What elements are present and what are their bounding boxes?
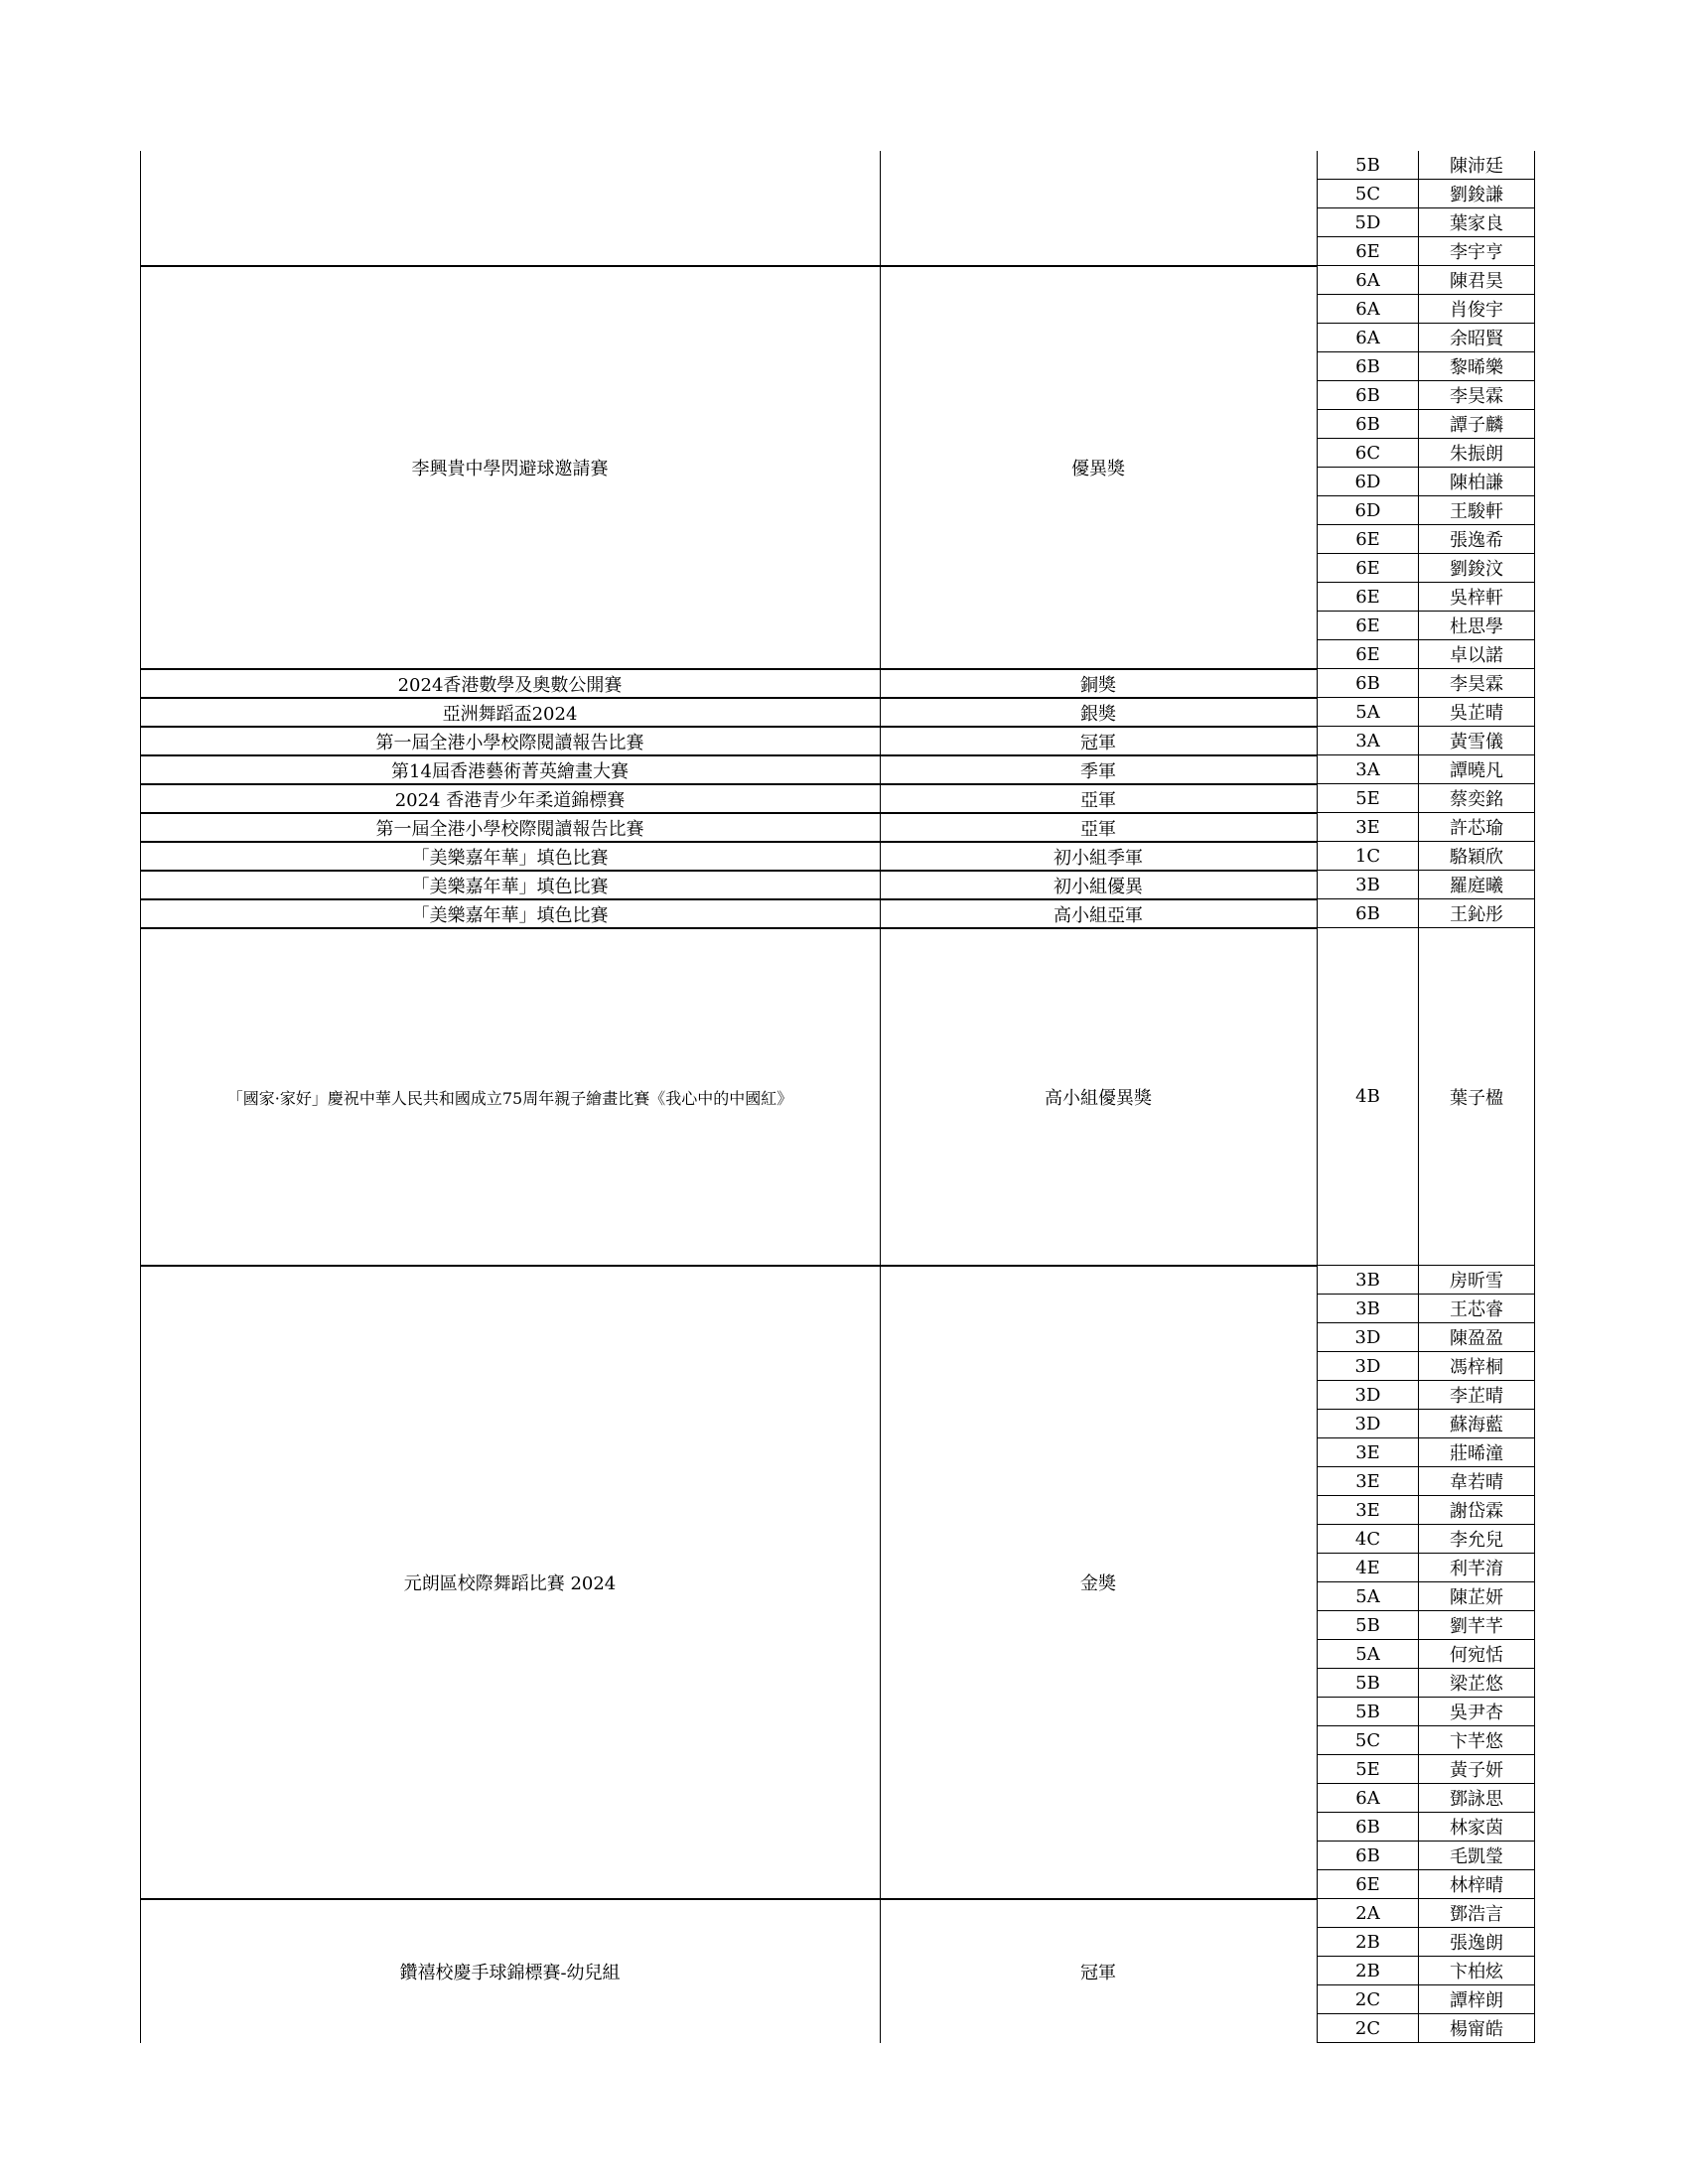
student-class: 6B: [1317, 1813, 1419, 1842]
student-class: 6E: [1317, 612, 1419, 640]
student-name: 李允兒: [1419, 1525, 1535, 1554]
award-name: 金獎: [1080, 1573, 1116, 1594]
award-name: 高小組優異獎: [1045, 1088, 1152, 1109]
student-class: 3B: [1317, 1295, 1419, 1323]
student-class: 5A: [1317, 1640, 1419, 1669]
student-name: 陳沛廷: [1419, 151, 1535, 180]
award-name: 亞軍: [1080, 818, 1116, 840]
student-class: 6A: [1317, 1784, 1419, 1813]
student-name: 卞芊悠: [1419, 1726, 1535, 1755]
student-class: 5B: [1317, 1669, 1419, 1698]
student-class: 6C: [1317, 439, 1419, 468]
student-class: 5C: [1317, 1726, 1419, 1755]
student-name: 張逸希: [1419, 525, 1535, 554]
student-class: 5B: [1317, 1698, 1419, 1726]
student-name: 林家茵: [1419, 1813, 1535, 1842]
student-name: 黃子妍: [1419, 1755, 1535, 1784]
student-name: 李芷晴: [1419, 1381, 1535, 1410]
student-name: 余昭賢: [1419, 324, 1535, 352]
student-name: 卓以諾: [1419, 640, 1535, 669]
student-class: 2A: [1317, 1899, 1419, 1928]
student-class: 5A: [1317, 698, 1419, 727]
competition-name: [140, 151, 880, 266]
student-class: 2B: [1317, 1957, 1419, 1985]
student-name: 韋若晴: [1419, 1467, 1535, 1496]
competition-name: 2024 香港青少年柔道錦標賽: [394, 789, 626, 811]
competition-name: 「美樂嘉年華」填色比賽: [411, 876, 609, 897]
student-class: 4B: [1317, 928, 1419, 1266]
student-class: 6B: [1317, 381, 1419, 410]
award-name: 銀獎: [1080, 703, 1116, 725]
student-name: 鄧浩言: [1419, 1899, 1535, 1928]
competition-name: 元朗區校際舞蹈比賽 2024: [403, 1573, 617, 1594]
student-name: 黃雪儀: [1419, 727, 1535, 755]
student-name: 許芯瑜: [1419, 813, 1535, 842]
student-class: 5E: [1317, 1755, 1419, 1784]
student-class: 3E: [1317, 1438, 1419, 1467]
student-class: 6B: [1317, 1842, 1419, 1870]
student-class: 6B: [1317, 669, 1419, 698]
student-name: 劉芊芊: [1419, 1611, 1535, 1640]
award-name: 銅獎: [1080, 674, 1116, 696]
student-name: 吳梓軒: [1419, 583, 1535, 612]
student-class: 4E: [1317, 1554, 1419, 1582]
student-name: 吳芷晴: [1419, 698, 1535, 727]
student-name: 利芊淯: [1419, 1554, 1535, 1582]
competition-name: 「美樂嘉年華」填色比賽: [411, 904, 609, 926]
student-class: 6E: [1317, 554, 1419, 583]
student-class: 4C: [1317, 1525, 1419, 1554]
student-name: 陳君昊: [1419, 266, 1535, 295]
student-name: 毛凱瑩: [1419, 1842, 1535, 1870]
award-name: 初小組優異: [1054, 876, 1143, 897]
student-name: 梁芷悠: [1419, 1669, 1535, 1698]
award-name: [880, 151, 1317, 266]
student-name: 吳尹杏: [1419, 1698, 1535, 1726]
award-name: 季軍: [1080, 760, 1116, 782]
competition-name: 亞洲舞蹈盃2024: [442, 703, 578, 725]
competition-name: 第14屆香港藝術菁英繪畫大賽: [391, 760, 629, 782]
student-class: 5B: [1317, 151, 1419, 180]
student-name: 卞柏炫: [1419, 1957, 1535, 1985]
award-name: 亞軍: [1080, 789, 1116, 811]
column-divider: [880, 151, 881, 2043]
student-name: 林梓晴: [1419, 1870, 1535, 1899]
student-name: 葉子楹: [1419, 928, 1535, 1266]
student-class: 6D: [1317, 468, 1419, 496]
student-class: 3D: [1317, 1323, 1419, 1352]
student-class: 5A: [1317, 1582, 1419, 1611]
student-class: 3A: [1317, 727, 1419, 755]
student-class: 3B: [1317, 871, 1419, 899]
student-name: 蔡奕銘: [1419, 784, 1535, 813]
student-name: 馮梓桐: [1419, 1352, 1535, 1381]
student-class: 6E: [1317, 237, 1419, 266]
competition-name: 第一屆全港小學校際閱讀報告比賽: [375, 818, 644, 840]
competition-name: 第一屆全港小學校際閱讀報告比賽: [375, 732, 644, 753]
student-name: 莊晞潼: [1419, 1438, 1535, 1467]
award-name: 初小組季軍: [1054, 847, 1143, 869]
student-class: 3B: [1317, 1266, 1419, 1295]
student-class: 2C: [1317, 1985, 1419, 2014]
student-name: 陳芷妍: [1419, 1582, 1535, 1611]
student-name: 譚子麟: [1419, 410, 1535, 439]
student-name: 杜思學: [1419, 612, 1535, 640]
student-name: 王芯睿: [1419, 1295, 1535, 1323]
student-class: 6A: [1317, 295, 1419, 324]
competition-name: 鑽禧校慶手球錦標賽-幼兒組: [399, 1962, 621, 1983]
student-name: 楊甯皓: [1419, 2014, 1535, 2043]
student-name: 譚曉凡: [1419, 755, 1535, 784]
student-class: 6E: [1317, 525, 1419, 554]
award-name: 冠軍: [1080, 1962, 1116, 1983]
student-class: 6E: [1317, 640, 1419, 669]
student-name: 陳柏謙: [1419, 468, 1535, 496]
student-class: 6A: [1317, 324, 1419, 352]
student-name: 葉家良: [1419, 208, 1535, 237]
student-class: 3E: [1317, 813, 1419, 842]
student-name: 張逸朗: [1419, 1928, 1535, 1957]
student-name: 房昕雪: [1419, 1266, 1535, 1295]
competition-name: 「國家·家好」慶祝中華人民共和國成立75周年親子繪畫比賽《我心中的中國紅》: [226, 1088, 793, 1108]
student-name: 肖俊宇: [1419, 295, 1535, 324]
student-class: 2C: [1317, 2014, 1419, 2043]
student-class: 6E: [1317, 1870, 1419, 1899]
student-name: 駱穎欣: [1419, 842, 1535, 871]
student-name: 朱振朗: [1419, 439, 1535, 468]
student-name: 劉鋑汶: [1419, 554, 1535, 583]
student-name: 李昊霖: [1419, 669, 1535, 698]
student-name: 羅庭曦: [1419, 871, 1535, 899]
student-name: 李宇亨: [1419, 237, 1535, 266]
student-class: 6B: [1317, 352, 1419, 381]
student-name: 李昊霖: [1419, 381, 1535, 410]
student-name: 鄧詠思: [1419, 1784, 1535, 1813]
student-class: 3D: [1317, 1381, 1419, 1410]
student-class: 5E: [1317, 784, 1419, 813]
student-class: 6D: [1317, 496, 1419, 525]
student-class: 3A: [1317, 755, 1419, 784]
student-class: 6E: [1317, 583, 1419, 612]
student-name: 謝岱霖: [1419, 1496, 1535, 1525]
student-class: 3D: [1317, 1352, 1419, 1381]
student-class: 6A: [1317, 266, 1419, 295]
student-class: 5B: [1317, 1611, 1419, 1640]
award-name: 高小組亞軍: [1054, 904, 1143, 926]
student-name: 黎晞樂: [1419, 352, 1535, 381]
student-name: 劉鋑謙: [1419, 180, 1535, 208]
student-class: 5C: [1317, 180, 1419, 208]
student-name: 蘇海藍: [1419, 1410, 1535, 1438]
competition-name: 李興貴中學閃避球邀請賽: [411, 459, 609, 479]
column-divider: [140, 151, 141, 2043]
award-name: 冠軍: [1080, 732, 1116, 753]
student-name: 譚梓朗: [1419, 1985, 1535, 2014]
student-class: 6B: [1317, 410, 1419, 439]
student-class: 3E: [1317, 1467, 1419, 1496]
competition-name: 2024香港數學及奧數公開賽: [397, 674, 623, 696]
student-class: 3E: [1317, 1496, 1419, 1525]
student-class: 3D: [1317, 1410, 1419, 1438]
student-name: 王駿軒: [1419, 496, 1535, 525]
student-name: 陳盈盈: [1419, 1323, 1535, 1352]
award-name: 優異獎: [1071, 459, 1125, 479]
student-class: 2B: [1317, 1928, 1419, 1957]
student-name: 王鈊彤: [1419, 899, 1535, 928]
competition-name: 「美樂嘉年華」填色比賽: [411, 847, 609, 869]
student-class: 1C: [1317, 842, 1419, 871]
student-class: 6B: [1317, 899, 1419, 928]
student-name: 何宛恬: [1419, 1640, 1535, 1669]
student-class: 5D: [1317, 208, 1419, 237]
